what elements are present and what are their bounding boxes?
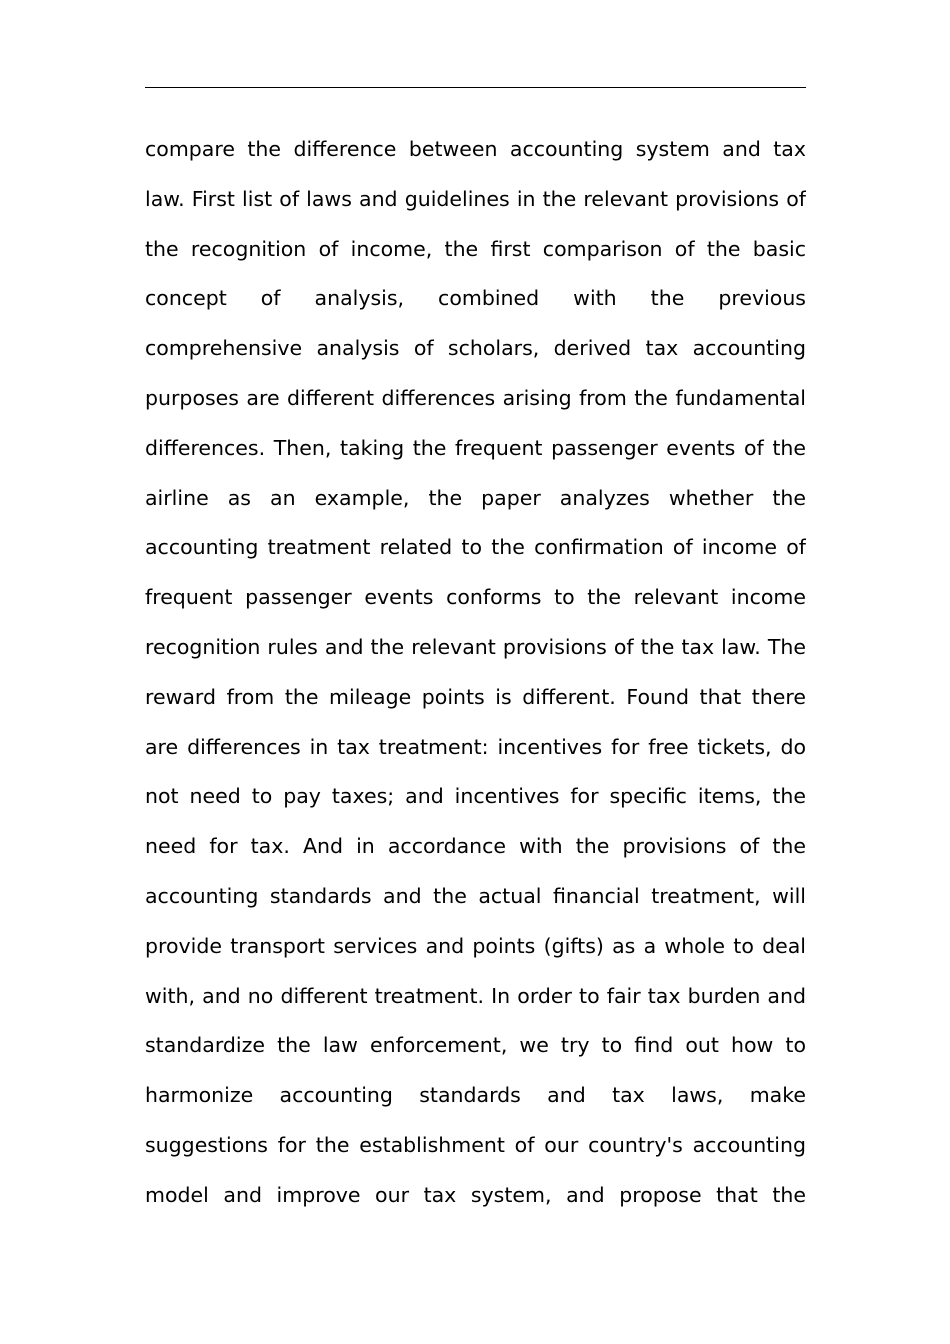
text-line-20: harmonize accounting standards and tax laws, make bbox=[145, 1083, 806, 1108]
text-line-1: compare the difference between accounting system and tax bbox=[145, 137, 806, 161]
text-line-15: need for tax. And in accordance with the provisions of the bbox=[145, 834, 806, 859]
text-line-13: are differences in tax treatment: incentives for free tickets, do bbox=[145, 734, 806, 759]
text-line-7: differences. Then, taking the frequent passenger events of the bbox=[145, 435, 806, 460]
text-line-17: provide transport services and points (gifts) as a whole to deal bbox=[145, 933, 806, 958]
text-line-16: accounting standards and the actual financial treatment, will bbox=[145, 883, 806, 908]
text-line-19: standardize the law enforcement, we try to find out how to bbox=[145, 1033, 806, 1058]
text-line-22: model and improve our tax system, and propose that the bbox=[145, 1182, 806, 1207]
text-line-8: airline as an example, the paper analyzes whether the bbox=[145, 485, 806, 510]
text-line-2: law. First list of laws and guidelines in the relevant provisions of bbox=[145, 186, 806, 211]
text-line-21: suggestions for the establishment of our country's accounting bbox=[145, 1132, 806, 1157]
text-line-3: the recognition of income, the first comparison of the basic bbox=[145, 236, 806, 261]
text-line-10: frequent passenger events conforms to the relevant income bbox=[145, 585, 806, 610]
text-line-14: not need to pay taxes; and incentives for specific items, the bbox=[145, 784, 806, 809]
text-line-4: concept of analysis, combined with the previous bbox=[145, 286, 806, 311]
text-line-9: accounting treatment related to the confirmation of income of bbox=[145, 535, 806, 560]
text-line-5: comprehensive analysis of scholars, derived tax accounting bbox=[145, 336, 806, 361]
text-line-6: purposes are different differences arising from the fundamental bbox=[145, 385, 806, 410]
text-line-11: recognition rules and the relevant provisions of the tax law. The bbox=[145, 634, 806, 659]
text-line-12: reward from the mileage points is different. Found that there bbox=[145, 684, 806, 709]
body-paragraph bbox=[145, 125, 806, 1221]
text-line-18: with, and no different treatment. In order to fair tax burden and bbox=[145, 983, 806, 1008]
header-rule bbox=[145, 87, 806, 88]
